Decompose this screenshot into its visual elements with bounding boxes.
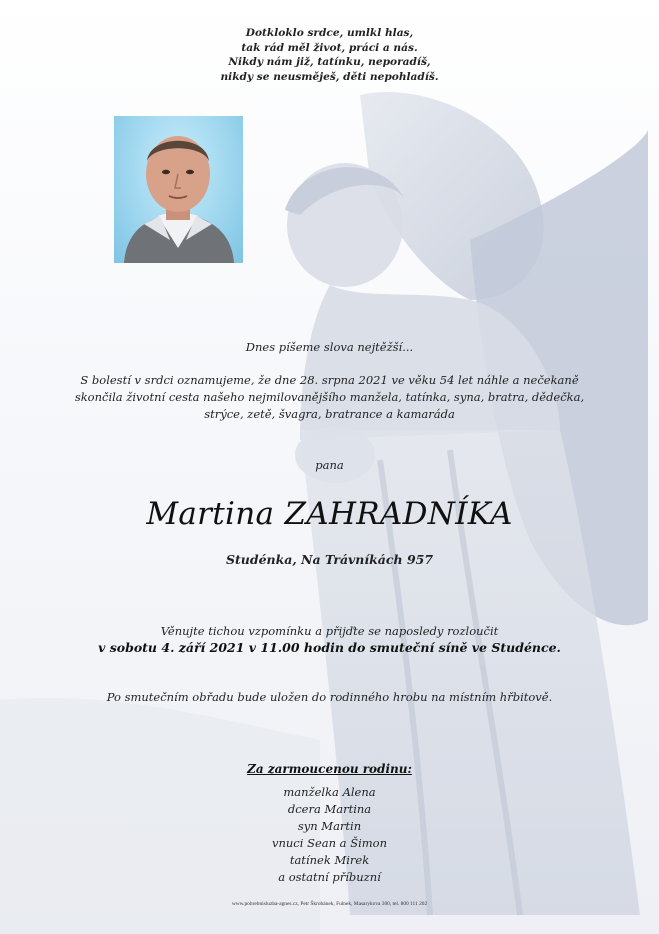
family-member: manželka Alena — [283, 785, 376, 799]
announcement-line: S bolestí v srdci oznamujeme, že dne 28. srpna 2021 ve věku 54 let náhle a nečekaně — [80, 373, 579, 387]
announcement-line: strýce, zetě, švagra, bratrance a kamaráda — [204, 407, 455, 421]
portrait-photo — [114, 116, 243, 263]
footer-funeral-service: www.pohrebnisluzba-agnes.cz, Petr Škrobánek, Fulnek, Masarykova 300, tel. 800 111 202 — [231, 901, 428, 907]
announcement — [0, 372, 659, 423]
poem-line: Nikdy nám již, tatínku, neporadíš, — [228, 56, 431, 69]
family-member: dcera Martina — [287, 802, 372, 816]
family-member: syn Martin — [297, 819, 362, 833]
poem-line: Dotkloklo srdce, umlkl hlas, — [245, 27, 414, 39]
invitation-line-2: v sobotu 4. září 2021 v 11.00 hodin do smuteční síně ve Studénce. — [98, 640, 561, 655]
deceased-address: Studénka, Na Trávníkách 957 — [225, 552, 434, 567]
family-member: vnuci Sean a Šimon — [272, 836, 387, 850]
family-member: a ostatní příbuzní — [278, 870, 381, 884]
poem-line: nikdy se neusměješ, děti nepohladíš. — [220, 70, 439, 83]
deceased-name: Martina ZAHRADNÍKA — [146, 496, 513, 532]
poem — [0, 26, 659, 84]
family-heading: Za zarmoucenou rodinu: — [247, 762, 412, 776]
title-pana: pana — [315, 458, 344, 472]
invitation-line-1: Věnujte tichou vzpomínku a přijďte se naposledy rozloučit — [160, 624, 499, 638]
portrait-photo-image — [114, 116, 243, 263]
announcement-line: skončila životní cesta našeho nejmilovanějšího manžela, tatínka, syna, bratra, dědečka, — [74, 390, 585, 404]
family-members — [0, 784, 659, 886]
poem-line: tak rád měl život, práci a nás. — [241, 41, 418, 54]
burial-note: Po smutečním obřadu bude uložen do rodinného hrobu na místním hřbitově. — [106, 690, 553, 704]
intro-text: Dnes píšeme slova nejtěžší... — [245, 340, 414, 354]
family-member: tatínek Mirek — [289, 853, 370, 867]
